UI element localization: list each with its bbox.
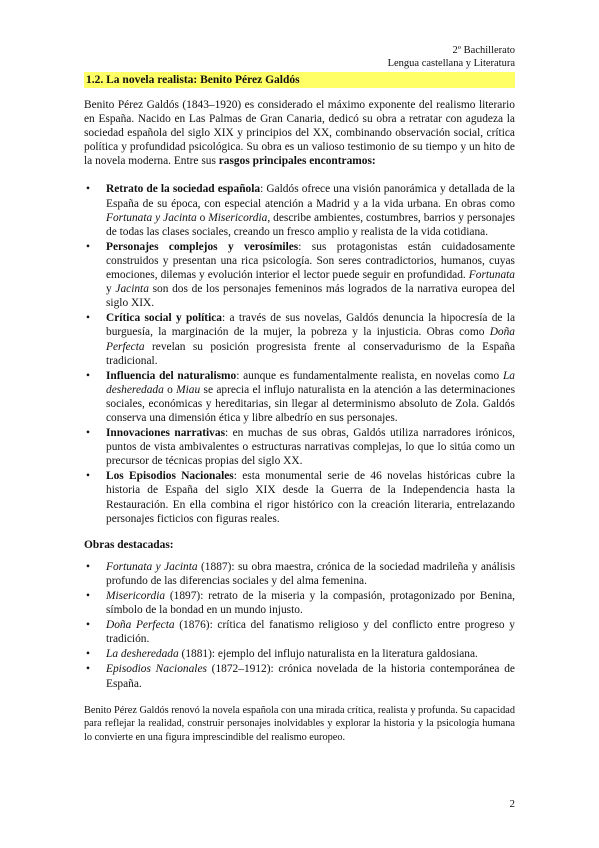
work-title: Episodios Nacionales bbox=[106, 663, 207, 676]
work-reference: La desheredada bbox=[106, 369, 515, 396]
trait-text: : sus protagonistas están cuidadosamente construidos y presentan una rica psicología. Son seres contradictorios, humanos, cuyas emociones, dilemas y evolución interior el lector puede seguir en profundidad. bbox=[106, 240, 515, 282]
list-item bbox=[106, 182, 515, 238]
document-body bbox=[84, 98, 515, 744]
list-item bbox=[106, 240, 515, 310]
works-list bbox=[84, 560, 515, 691]
list-item bbox=[106, 560, 515, 588]
work-title: La desheredada bbox=[106, 648, 179, 661]
list-item bbox=[106, 469, 515, 525]
work-title: Misericordia bbox=[106, 590, 166, 602]
work-description: (1897): retrato de la miseria y la compasión, protagonizado por Benina, símbolo de la bondad en un mundo injusto. bbox=[106, 590, 515, 617]
trait-text: : aunque es fundamentalmente realista, en novelas como bbox=[236, 369, 503, 382]
trait-title: Personajes complejos y verosímiles bbox=[106, 240, 299, 253]
closing-paragraph: Benito Pérez Galdós renovó la novela española con una mirada crítica, realista y profunda. Su capacidad para reflejar la realidad, construir personajes inolvidables y explorar la historia y la psicología humana lo convierte en una figura imprescindible del realismo europeo. bbox=[84, 704, 515, 743]
list-item bbox=[106, 426, 515, 468]
trait-text: : a través de sus novelas, Galdós denuncia la hipocresía de la burguesía, la marginación de la mujer, la pobreza y la injusticia. Obras como bbox=[106, 312, 515, 339]
list-item bbox=[106, 647, 515, 661]
work-reference: Doña Perfecta bbox=[106, 326, 515, 353]
trait-text: : Galdós ofrece una visión panorámica y detallada de la España de su época, con especial atención a Madrid y a la vida urbana. En obras como bbox=[106, 183, 515, 210]
trait-text: , describe ambientes, costumbres, barrios y personajes de todas las clases sociales, creando un fresco amplio y realista de la vida cotidiana. bbox=[106, 211, 515, 238]
section-title: 1.2. La novela realista: Benito Pérez Galdós bbox=[84, 72, 515, 88]
trait-text: y bbox=[106, 283, 116, 296]
header-subject: Lengua castellana y Literatura bbox=[387, 58, 515, 69]
intro-bold-tail: rasgos principales encontramos: bbox=[218, 155, 376, 168]
list-item bbox=[106, 662, 515, 690]
work-description: (1872–1912): crónica novelada de la historia contemporánea de España. bbox=[106, 663, 515, 690]
trait-title: Los Episodios Nacionales bbox=[106, 470, 234, 483]
page-number: 2 bbox=[509, 798, 515, 810]
list-item bbox=[106, 589, 515, 617]
trait-text: revelan su posición progresista frente al conservadurismo de la España tradicional. bbox=[106, 340, 515, 367]
trait-text: se aprecia el influjo naturalista en la atención a las determinaciones sociales, económicas y hereditarias, sin llegar al determinismo absoluto de Zola. Galdós conserva una dimensión ética y libre albedrío en sus personajes. bbox=[106, 383, 515, 424]
trait-title: Retrato de la sociedad española bbox=[106, 183, 261, 196]
list-item bbox=[106, 618, 515, 646]
header-course: 2º Bachillerato bbox=[452, 45, 515, 56]
work-description: (1887): su obra maestra, crónica de la sociedad madrileña y análisis profundo de las diferencias sociales y del alma femenina. bbox=[106, 560, 515, 587]
list-item bbox=[106, 311, 515, 367]
work-title: Fortunata y Jacinta bbox=[106, 560, 198, 573]
work-reference: Fortunata bbox=[468, 269, 515, 282]
list-item bbox=[106, 369, 515, 425]
trait-title: Crítica social y política bbox=[106, 312, 223, 325]
intro-text: Benito Pérez Galdós (1843–1920) es considerado el máximo exponente del realismo literario en España. Nacido en Las Palmas de Gran Canaria, dedicó su obra a retratar con agudeza la sociedad española del siglo XIX y principios del XX, combinando observación social, crítica política y profundidad psicológica. Su obra es un valioso testimonio de su tiempo y un hito de la novela moderna. Entre sus bbox=[84, 99, 515, 168]
work-reference: Jacinta bbox=[115, 283, 149, 296]
trait-text: : esta monumental serie de 46 novelas históricas cubre la historia de España del siglo XIX desde la Guerra de la Independencia hasta la Restauración. En ella combina el rigor histórico con la creación literaria, entrelazando personajes ficticios con figuras reales. bbox=[106, 470, 515, 525]
trait-text: son dos de los personajes femeninos más logrados de la narrativa europea del siglo XIX. bbox=[106, 283, 516, 310]
page-header bbox=[388, 44, 515, 70]
work-description: (1876): crítica del fanatismo religioso y del conflicto entre progreso y tradición. bbox=[106, 619, 515, 646]
intro-paragraph bbox=[84, 98, 515, 168]
trait-title: Influencia del naturalismo bbox=[106, 369, 237, 382]
work-description: (1881): ejemplo del influjo naturalista en la literatura galdosiana. bbox=[178, 648, 478, 661]
work-reference: Fortunata y Jacinta bbox=[106, 211, 197, 224]
trait-title: Innovaciones narrativas bbox=[106, 427, 225, 440]
work-reference: Misericordia bbox=[208, 211, 268, 224]
work-reference: Miau bbox=[176, 383, 201, 396]
traits-list bbox=[84, 182, 515, 525]
trait-text: : en muchas de sus obras, Galdós utiliza narradores irónicos, puntos de vista ambivalentes o estructuras narrativas complejas, lo que lo sitúa como un precursor de técnicas propias del siglo XX. bbox=[106, 427, 515, 468]
work-title: Doña Perfecta bbox=[106, 619, 175, 632]
trait-text: o bbox=[163, 383, 177, 396]
works-heading: Obras destacadas: bbox=[84, 538, 174, 551]
trait-text: o bbox=[196, 211, 209, 224]
